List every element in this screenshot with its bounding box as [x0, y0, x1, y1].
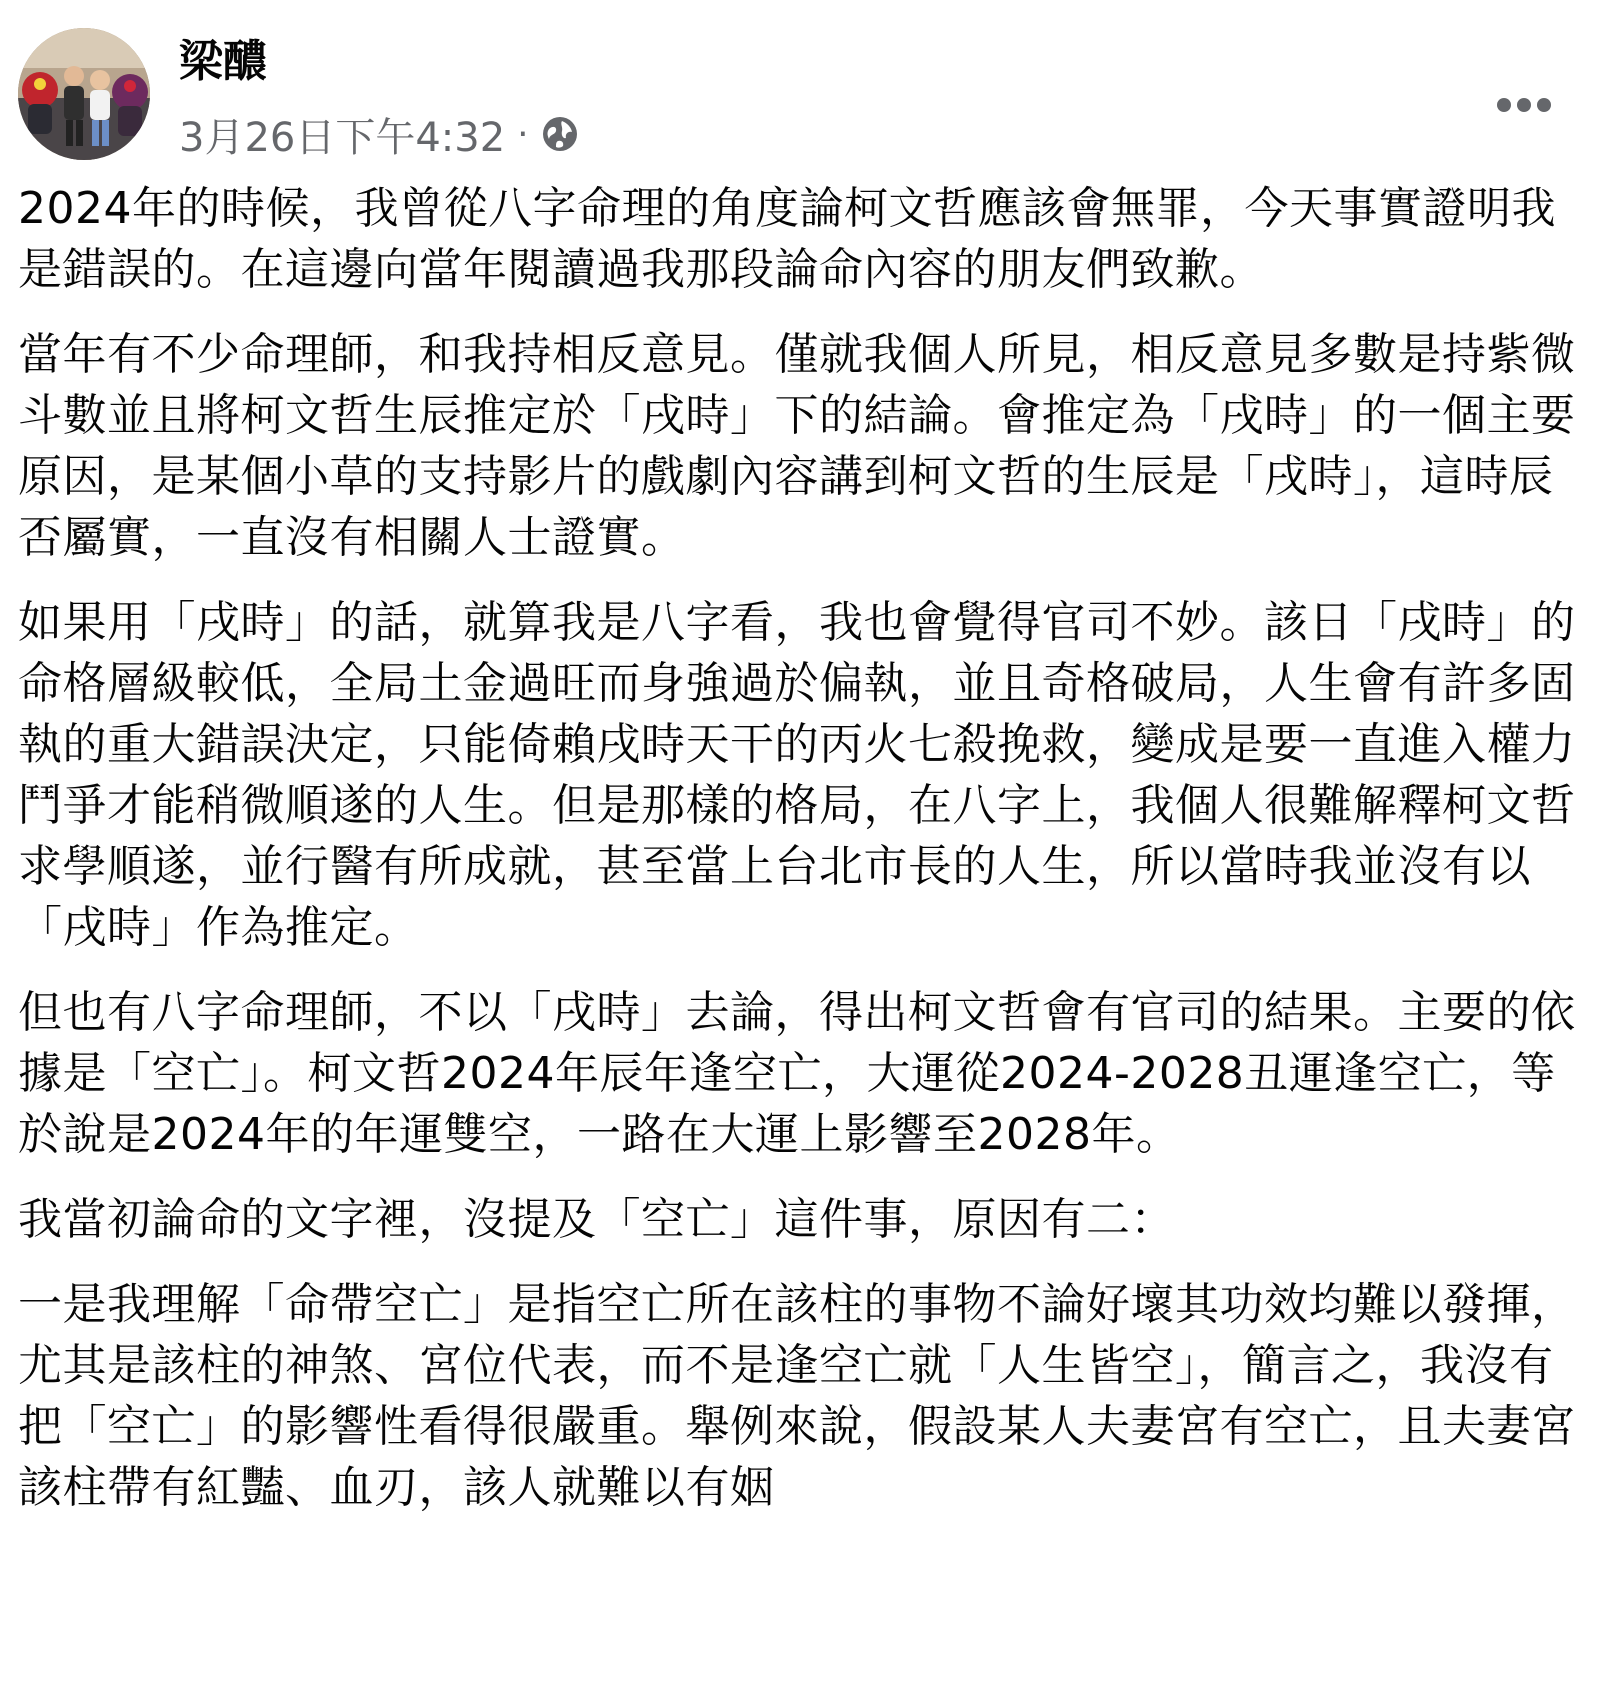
more-options-icon: [1497, 98, 1511, 112]
more-options-button[interactable]: [1484, 80, 1564, 130]
post-header: [18, 28, 1582, 168]
globe-icon[interactable]: [541, 115, 579, 153]
post-paragraph: 當年有不少命理師，和我持相反意見。僅就我個人所見，相反意見多數是持紫微斗數並且將柯文哲生辰推定於「戌時」下的結論。會推定為「戌時」的一個主要原因，是某個小草的支持影片的戲劇內容講到柯文哲的生辰是「戌時」，這時辰否屬實，一直沒有相關人士證實。: [18, 329, 1576, 563]
more-options-icon-dot: [1537, 98, 1551, 112]
post-paragraph: 我當初論命的文字裡，沒提及「空亡」這件事，原因有二：: [18, 1194, 1175, 1245]
post-body: [18, 178, 1590, 1542]
author-name[interactable]: 梁醲: [179, 36, 267, 87]
meta-separator: ·: [517, 113, 529, 155]
post-paragraph: 一是我理解「命帶空亡」是指空亡所在該柱的事物不論好壞其功效均難以發揮，尤其是該柱的神煞、宮位代表，而不是逢空亡就「人生皆空」，簡言之，我沒有把「空亡」的影響性看得很嚴重。舉例來說，假設某人夫妻宮有空亡，且夫妻宮該柱帶有紅豔、血刃，該人就難以有姻: [18, 1279, 1576, 1513]
author-avatar[interactable]: [18, 28, 150, 160]
post-paragraph: 2024年的時候，我曾從八字命理的角度論柯文哲應該會無罪，今天事實證明我是錯誤的。在這邊向當年閱讀過我那段論命內容的朋友們致歉。: [18, 183, 1556, 295]
more-options-icon-dot: [1517, 98, 1531, 112]
avatar-photo-icon: [18, 28, 150, 160]
post-timestamp[interactable]: 3月26日下午4:32: [179, 114, 506, 161]
post-paragraph: 但也有八字命理師，不以「戌時」去論，得出柯文哲會有官司的結果。主要的依據是「空亡」。柯文哲2024年辰年逢空亡，大運從2024-2028丑運逢空亡，等於說是2024年的年運雙空，一路在大運上影響至2028年。: [18, 987, 1576, 1160]
post-paragraph: 如果用「戌時」的話，就算我是八字看，我也會覺得官司不妙。該日「戌時」的命格層級較低，全局土金過旺而身強過於偏執，並且奇格破局，人生會有許多固執的重大錯誤決定，只能倚賴戌時天干的丙火七殺挽救，變成是要一直進入權力鬥爭才能稍微順遂的人生。但是那樣的格局，在八字上，我個人很難解釋柯文哲求學順遂，並行醫有所成就，甚至當上台北市長的人生，所以當時我並沒有以「戌時」作為推定。: [18, 597, 1576, 953]
post-meta: [179, 106, 579, 162]
